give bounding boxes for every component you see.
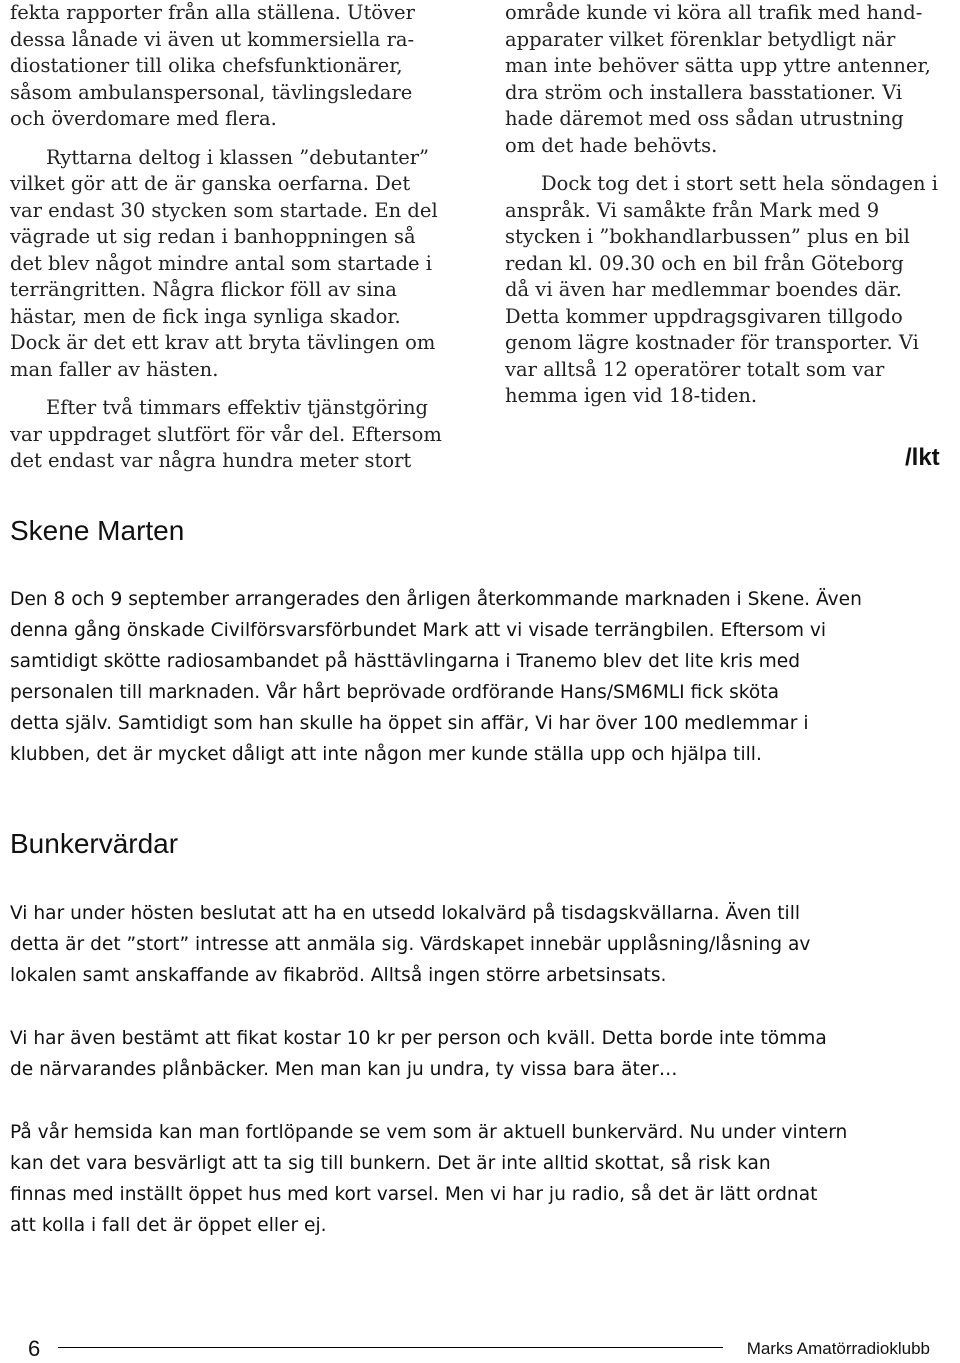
- bunker-paragraph-3: [10, 1117, 945, 1241]
- text-line: att kolla i fall det är öppet eller ej.: [10, 1215, 327, 1236]
- text-line: då vi även har medlemmar boendes där.: [505, 278, 902, 301]
- right-column: [505, 0, 950, 410]
- text-line: detta själv. Samtidigt som han skulle ha öppet sin affär, Vi har över 100 medlemmar i: [10, 713, 809, 734]
- left-paragraph-3: [10, 395, 450, 475]
- section-heading-skene: Skene Marten: [10, 515, 185, 546]
- text-line: redan kl. 09.30 och en bil från Göteborg: [505, 251, 904, 275]
- text-line: de närvarandes plånbäcker. Men man kan ju undra, ty vissa bara äter…: [10, 1059, 678, 1080]
- text-line: det blev något mindre antal som startade i: [10, 251, 433, 275]
- text-line: Efter två timmars effektiv tjänstgöring: [46, 396, 429, 419]
- bunker-paragraph-1: [10, 898, 945, 991]
- footer-club-name: Marks Amatörradioklubb: [746, 1339, 930, 1358]
- text-line: finnas med inställt öppet hus med kort varsel. Men vi har ju radio, så det är lätt ordnat: [10, 1184, 818, 1205]
- text-line: klubben, det är mycket dåligt att inte någon mer kunde ställa upp och hjälpa till.: [10, 744, 762, 765]
- text-line: vilket gör att de är ganska oerfarna. Det: [10, 172, 411, 195]
- text-line: diostationer till olika chefsfunktionärer,: [10, 54, 403, 77]
- left-paragraph-2: [10, 145, 450, 384]
- bunker-paragraph-2: [10, 1023, 945, 1085]
- text-line: Den 8 och 9 september arrangerades den årligen återkommande marknaden i Skene. Även: [10, 589, 862, 610]
- text-line: anspråk. Vi samåkte från Mark med 9: [505, 198, 880, 222]
- author-signature: /lkt: [905, 444, 940, 471]
- text-line: om det hade behövts.: [505, 133, 718, 157]
- section-heading-bunker: Bunkervärdar: [10, 828, 179, 859]
- right-paragraph-1: [505, 0, 950, 159]
- text-line: såsom ambulanspersonal, tävlingsledare: [10, 80, 413, 104]
- text-line: dra ström och installera basstationer. Vi: [505, 80, 903, 104]
- text-line: Detta kommer uppdragsgivaren tillgodo: [505, 304, 903, 328]
- text-line: hemma igen vid 18-tiden.: [505, 384, 758, 407]
- text-line: vägrade ut sig redan i banhoppningen så: [10, 225, 416, 248]
- text-line: Dock är det ett krav att bryta tävlingen om: [10, 331, 436, 354]
- text-line: och överdomare med flera.: [10, 107, 277, 130]
- left-column: [10, 0, 450, 475]
- text-line: denna gång önskade Civilförsvarsförbundet Mark att vi visade terrängbilen. Eftersom vi: [10, 620, 827, 641]
- text-line: dessa lånade vi även ut kommersiella ra-: [10, 27, 415, 51]
- text-line: hästar, men de fick inga synliga skador.: [10, 304, 401, 328]
- text-line: lokalen samt anskaffande av fikabröd. Alltså ingen större arbetsinsats.: [10, 965, 667, 986]
- text-line: Vi har även bestämt att fikat kostar 10 kr per person och kväll. Detta borde inte tömma: [10, 1028, 827, 1049]
- text-line: var endast 30 stycken som startade. En del: [10, 198, 438, 222]
- left-paragraph-1: [10, 0, 450, 133]
- right-paragraph-2: [505, 171, 950, 410]
- text-line: område kunde vi köra all trafik med hand-: [505, 1, 923, 24]
- skene-paragraph: [10, 584, 945, 770]
- text-line: apparater vilket förenklar betydligt när: [505, 27, 896, 51]
- bunker-body: [10, 898, 945, 1273]
- text-line: fekta rapporter från alla ställena. Utöver: [10, 1, 415, 24]
- text-line: terrängritten. Några flickor föll av sina: [10, 278, 397, 301]
- text-line: kan det vara besvärligt att ta sig till bunkern. Det är inte alltid skottat, så risk kan: [10, 1153, 771, 1174]
- text-line: hade däremot med oss sådan utrustning: [505, 107, 904, 130]
- text-line: genom lägre kostnader för transporter. Vi: [505, 331, 919, 354]
- text-line: samtidigt skötte radiosambandet på hästtävlingarna i Tranemo blev det lite kris med: [10, 651, 801, 672]
- text-line: Vi har under hösten beslutat att ha en utsedd lokalvärd på tisdagskvällarna. Även till: [10, 903, 801, 924]
- footer-rule: [58, 1347, 723, 1348]
- text-line: personalen till marknaden. Vår hårt beprövade ordförande Hans/SM6MLI fick sköta: [10, 682, 779, 703]
- text-line: Dock tog det i stort sett hela söndagen i: [541, 172, 939, 195]
- text-line: man faller av hästen.: [10, 357, 219, 381]
- text-line: var uppdraget slutfört för vår del. Eftersom: [10, 422, 442, 446]
- text-line: var alltså 12 operatörer totalt som var: [505, 357, 885, 381]
- text-line: man inte behöver sätta upp yttre antenner,: [505, 54, 931, 77]
- text-line: Ryttarna deltog i klassen ”debutanter”: [46, 145, 430, 169]
- text-line: På vår hemsida kan man fortlöpande se vem som är aktuell bunkervärd. Nu under vintern: [10, 1122, 848, 1143]
- text-line: detta är det ”stort” intresse att anmäla sig. Värdskapet innebär upplåsning/låsning av: [10, 934, 811, 955]
- page-number: 6: [28, 1336, 41, 1361]
- text-line: stycken i ”bokhandlarbussen” plus en bil: [505, 225, 910, 248]
- text-line: det endast var några hundra meter stort: [10, 449, 412, 472]
